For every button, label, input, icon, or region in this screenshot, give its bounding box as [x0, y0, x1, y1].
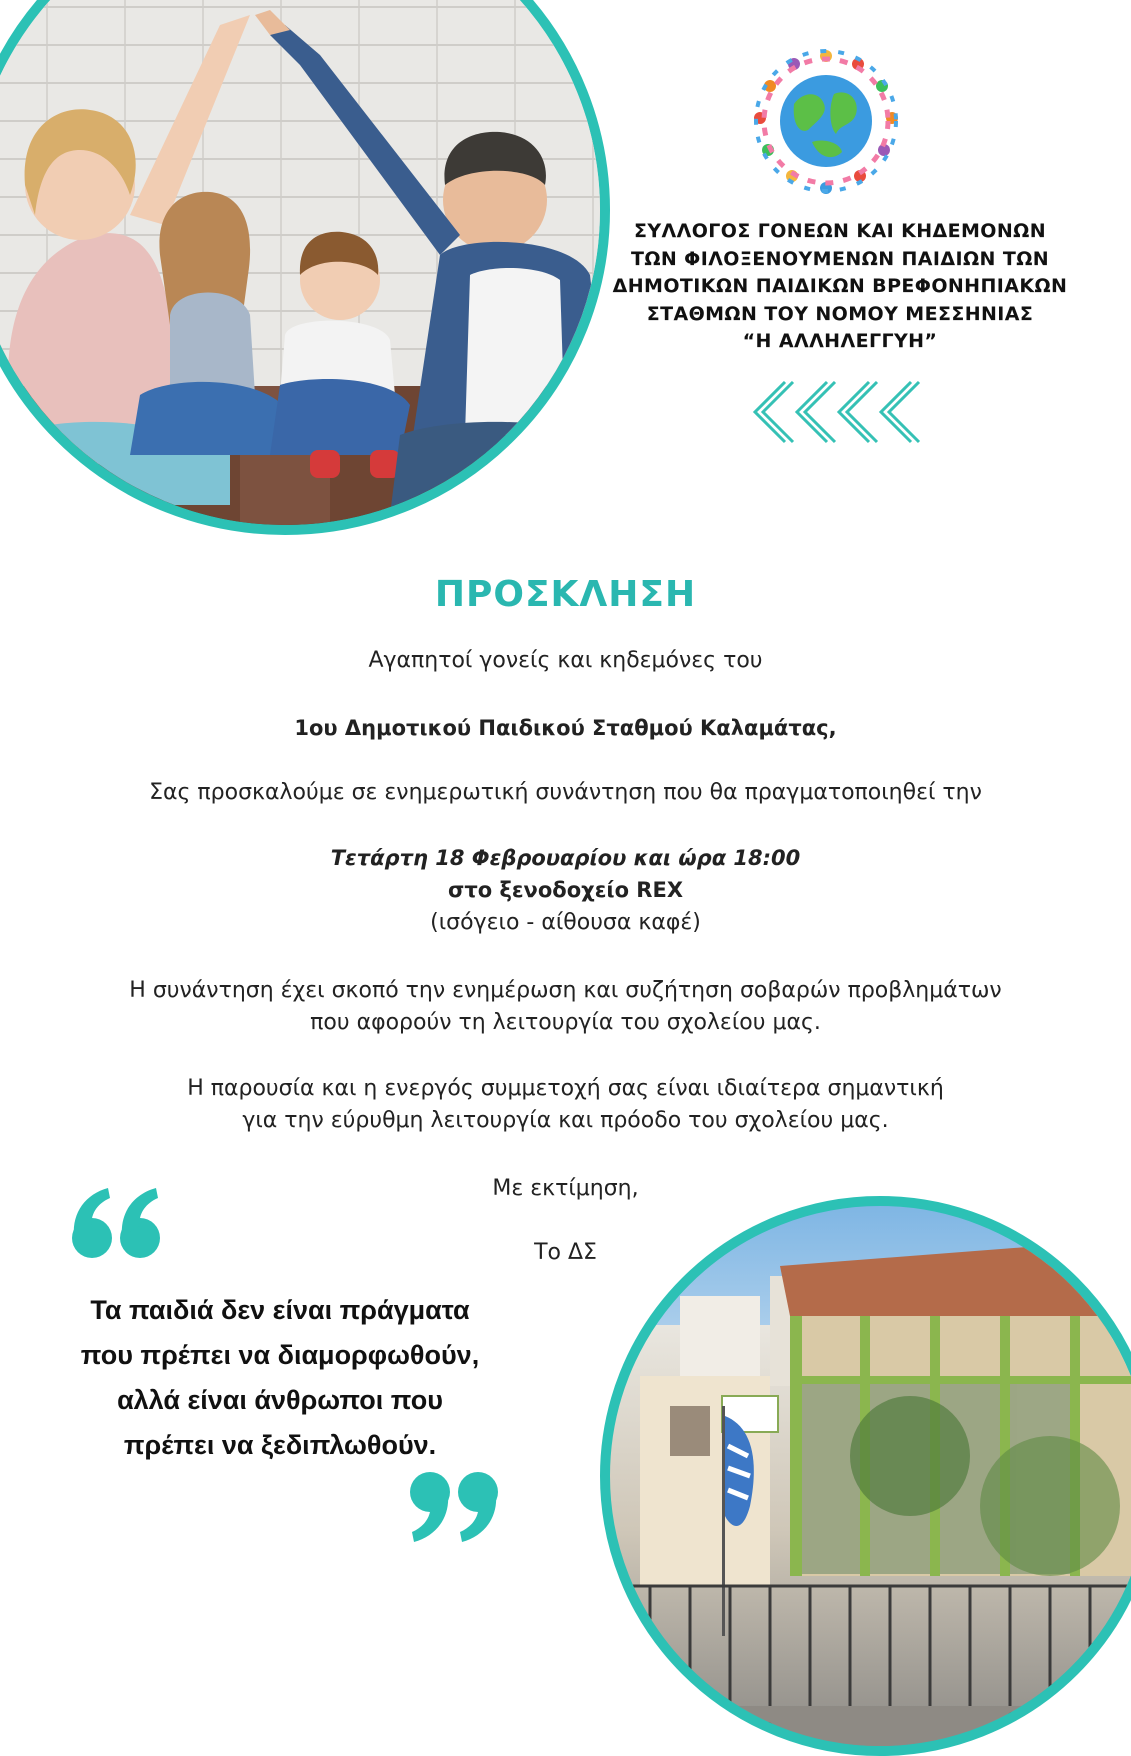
association-line: ΤΩΝ ΦΙΛΟΞΕΝΟΥΜΕΝΩΝ ΠΑΙΔΙΩΝ ΤΩΝ — [630, 247, 1050, 270]
venue-detail: (ισόγειο - αίθουσα καφέ) — [430, 910, 701, 935]
quote-open-icon — [68, 1178, 168, 1268]
invite-text: Σας προσκαλούμε σε ενημερωτική συνάντηση που θα πραγματοποιηθεί την — [149, 780, 982, 805]
association-line: “Η ΑΛΛΗΛΕΓΓΥΗ” — [742, 330, 938, 352]
quote-line: που πρέπει να διαμορφωθούν, — [80, 1340, 480, 1370]
signature-text: Το ΔΣ — [534, 1240, 597, 1265]
purpose-line: που αφορούν τη λειτουργία του σχολείου μας. — [310, 1010, 821, 1035]
quote-line: πρέπει να ξεδιπλωθούν. — [123, 1430, 437, 1460]
family-illustration — [0, 0, 610, 535]
page-title: ΠΡΟΣΚΛΗΣΗ — [434, 574, 697, 615]
purpose-line: Η συνάντηση έχει σκοπό την ενημέρωση και συζήτηση σοβαρών προβλημάτων — [129, 978, 1002, 1003]
quote-close-icon — [402, 1462, 502, 1552]
meeting-date-time: Τετάρτη 18 Φεβρουαρίου και ώρα 18:00 — [330, 846, 801, 870]
association-line: ΣΤΑΘΜΩΝ ΤΟΥ ΝΟΜΟΥ ΜΕΣΣΗΝΙΑΣ — [646, 302, 1034, 325]
meeting-venue: στο ξενοδοχείο REX — [447, 878, 684, 902]
family-photo — [0, 0, 610, 535]
association-name — [590, 218, 1090, 356]
association-logo — [742, 42, 910, 200]
greeting-text: Αγαπητοί γονείς και κηδεμόνες του — [368, 648, 763, 673]
quote-line: Τα παιδιά δεν είναι πράγματα — [90, 1295, 470, 1325]
closing-text: Με εκτίμηση, — [492, 1176, 639, 1201]
quote-line: αλλά είναι άνθρωποι που — [117, 1385, 443, 1415]
school-illustration — [610, 1206, 1131, 1756]
school-photo — [600, 1196, 1131, 1756]
association-line: ΣΥΛΛΟΓΟΣ ΓΟΝΕΩΝ ΚΑΙ ΚΗΔΕΜΟΝΩΝ — [634, 220, 1046, 242]
association-line: ΔΗΜΟΤΙΚΩΝ ΠΑΙΔΙΚΩΝ ΒΡΕΦΟΝΗΠΙΑΚΩΝ — [612, 275, 1068, 297]
school-name: 1ου Δημοτικού Παιδικού Σταθμού Καλαμάτας, — [294, 716, 837, 740]
quote-text — [30, 1288, 530, 1468]
importance-line: για την εύρυθμη λειτουργία και πρόοδο του σχολείου μας. — [242, 1108, 889, 1133]
chevron-left-icon — [745, 378, 925, 446]
importance-line: Η παρουσία και η ενεργός συμμετοχή σας είναι ιδιαίτερα σημαντική — [187, 1076, 944, 1101]
